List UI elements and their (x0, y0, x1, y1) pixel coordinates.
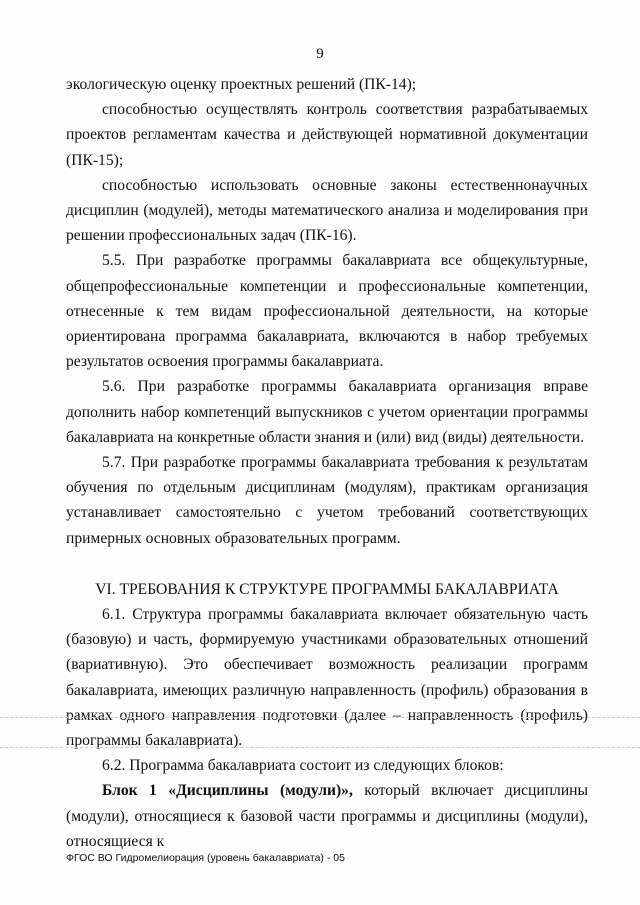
block-1-text: который включает дисциплины (модули), относящиеся к базовой части программы и дисциплины (модули), относящиеся к (66, 782, 588, 850)
document-footer: ФГОС ВО Гидромелиорация (уровень бакалавриата) - 05 (66, 852, 345, 864)
scan-artifact-line (0, 747, 640, 748)
paragraph-pk16: способностью использовать основные законы естественнонаучных дисциплин (модулей), методы математического анализа и моделирования при решении профессиональных задач (ПК-16). (66, 176, 588, 245)
paragraph-6-2: 6.2. Программа бакалавриата состоит из следующих блоков: (102, 757, 504, 775)
page-number: 9 (316, 46, 324, 62)
paragraph-6-1: 6.1. Структура программы бакалавриата включает обязательную часть (базовую) и часть, формируемую участниками образовательных отношений (вариативную). Это обеспечивает возможность реализации программ бакалавриата, имеющих различную направленность (профиль) образования в рамках одного направления подготовки (далее – направленность (профиль) программы бакалавриата). (66, 606, 588, 750)
scan-artifact-line (0, 717, 640, 718)
paragraph-block-1 (66, 778, 588, 854)
paragraph-pk14: экологическую оценку проектных решений (ПК-14); (66, 76, 417, 93)
paragraph-5-5: 5.5. При разработке программы бакалавриата все общекультурные, общепрофессиональные компетенции и профессиональные компетенции, отнесенные к тем видам профессиональной деятельности, на которые ориентирована программа бакалавриата, включаются в набор требуемых результатов освоения программы бакалавриата. (66, 252, 588, 371)
paragraph-5-6: 5.6. При разработке программы бакалавриата организация вправе дополнить набор компетенций выпускников с учетом ориентации программы бакалавриата на конкретные области знания и (или) вид (виды) деятельности. (66, 378, 588, 446)
document-body (66, 72, 588, 854)
block-1-title: Блок 1 «Дисциплины (модули)», (102, 782, 353, 800)
paragraph-5-7: 5.7. При разработке программы бакалавриата требования к результатам обучения по отдельным дисциплинам (модулям), практикам организация устанавливает самостоятельно с учетом требований соответствующих примерных основных образовательных программ. (66, 454, 588, 547)
section-heading: VI. ТРЕБОВАНИЯ К СТРУКТУРЕ ПРОГРАММЫ БАКАЛАВРИАТА (95, 580, 559, 598)
paragraph-pk15: способностью осуществлять контроль соответствия разрабатываемых проектов регламентам качества и действующей нормативной документации (ПК-15); (66, 101, 588, 169)
